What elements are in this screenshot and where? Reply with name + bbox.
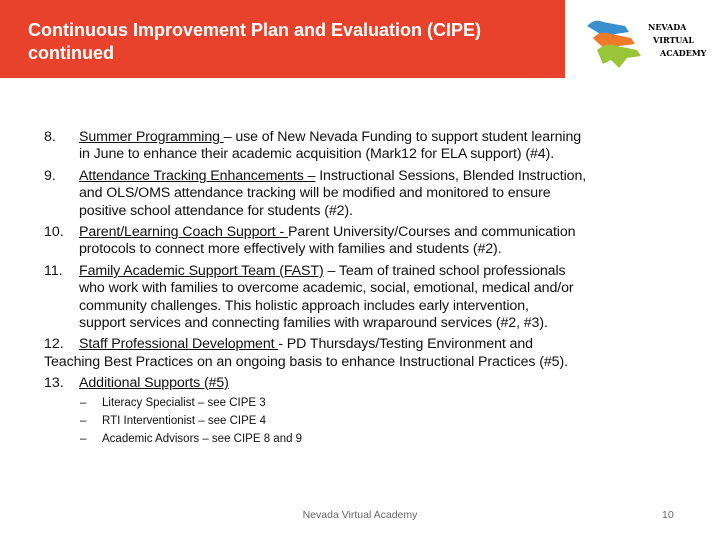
sub-bullet: Literacy Specialist – see CIPE 3 bbox=[102, 397, 266, 409]
footer-text: Nevada Virtual Academy bbox=[302, 509, 418, 521]
header-bar bbox=[0, 0, 565, 78]
sub-bullet: Academic Advisors – see CIPE 8 and 9 bbox=[102, 433, 303, 445]
item-text: Instructional Sessions, Blended Instruction, bbox=[315, 168, 587, 184]
item-line bbox=[79, 168, 586, 185]
dash-bullet-icon: – bbox=[80, 415, 87, 427]
title-line-1: Continuous Improvement Plan and Evaluation (CIPE) bbox=[28, 20, 482, 40]
item-line bbox=[79, 263, 566, 280]
item-line: positive school attendance for students (#2). bbox=[79, 203, 353, 219]
item-line bbox=[79, 129, 581, 146]
item-number: 13. bbox=[44, 375, 64, 391]
item-title: Parent/Learning Coach Support - bbox=[79, 224, 288, 240]
svg-text:ACADEMY: ACADEMY bbox=[660, 48, 707, 58]
nevada-virtual-academy-logo bbox=[585, 16, 710, 70]
item-line: and OLS/OMS attendance tracking will be modified and monitored to ensure bbox=[79, 185, 551, 201]
item-text: – use of New Nevada Funding to support student learning bbox=[223, 129, 582, 145]
svg-text:NEVADA: NEVADA bbox=[648, 22, 687, 32]
item-text: Parent University/Courses and communication bbox=[287, 224, 576, 240]
dash-bullet-icon: – bbox=[80, 397, 87, 409]
item-line bbox=[79, 375, 229, 392]
item-number: 12. bbox=[44, 336, 64, 352]
item-number: 10. bbox=[44, 224, 64, 240]
item-title: Staff Professional Development bbox=[79, 336, 279, 352]
item-number: 9. bbox=[44, 168, 56, 184]
item-title: Additional Supports (#5) bbox=[79, 375, 229, 391]
item-line: in June to enhance their academic acquisition (Mark12 for ELA support) (#4). bbox=[79, 146, 555, 162]
item-number: 8. bbox=[44, 129, 56, 145]
item-line: support services and connecting families with wraparound services (#2, #3). bbox=[79, 315, 548, 331]
item-number: 11. bbox=[44, 263, 63, 279]
dash-bullet-icon: – bbox=[80, 433, 87, 445]
item-line bbox=[79, 336, 533, 353]
item-text: - PD Thursdays/Testing Environment and bbox=[278, 336, 533, 352]
item-line bbox=[79, 224, 575, 241]
item-line: protocols to connect more effectively with families and students (#2). bbox=[79, 241, 502, 257]
item-line: Teaching Best Practices on an ongoing basis to enhance Instructional Practices (#5). bbox=[44, 354, 568, 370]
item-title: Family Academic Support Team (FAST) bbox=[79, 263, 324, 279]
item-line: community challenges. This holistic approach includes early intervention, bbox=[79, 298, 529, 314]
item-line: who work with families to overcome academic, social, emotional, medical and/or bbox=[79, 280, 574, 296]
item-title: Summer Programming bbox=[79, 129, 224, 145]
page-number: 10 bbox=[662, 509, 674, 521]
svg-text:VIRTUAL: VIRTUAL bbox=[653, 35, 694, 45]
item-text: – Team of trained school professionals bbox=[323, 263, 566, 279]
sub-bullet: RTI Interventionist – see CIPE 4 bbox=[102, 415, 267, 427]
item-title: Attendance Tracking Enhancements – bbox=[79, 168, 316, 184]
slide-title bbox=[28, 19, 481, 65]
title-line-2: continued bbox=[28, 43, 114, 63]
